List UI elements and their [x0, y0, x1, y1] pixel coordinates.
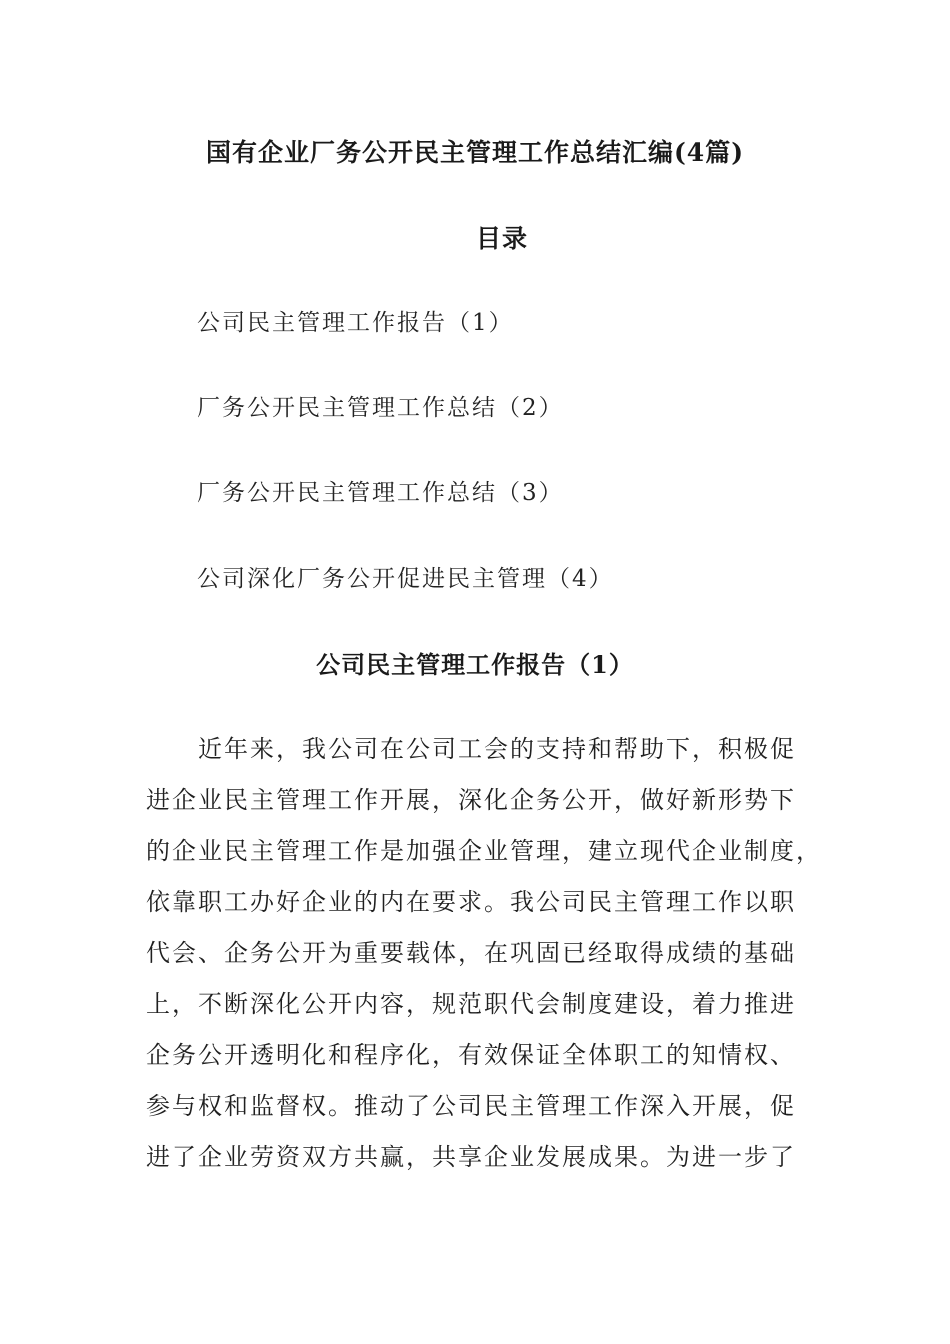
section-title: 公司民主管理工作报告（1） — [316, 650, 634, 679]
body-line: 代会、企务公开为重要载体，在巩固已经取得成绩的基础 — [146, 939, 796, 967]
toc-heading: 目录 — [475, 224, 528, 253]
body-line: 近年来，我公司在公司工会的支持和帮助下，积极促 — [146, 735, 796, 763]
toc-item: 厂务公开民主管理工作总结（2） — [197, 395, 564, 421]
body-line: 企务公开透明化和程序化，有效保证全体职工的知情权、 — [146, 1041, 796, 1069]
body-line: 进了企业劳资双方共赢，共享企业发展成果。为进一步了 — [146, 1143, 796, 1171]
body-line: 进企业民主管理工作开展，深化企务公开，做好新形势下 — [146, 786, 796, 814]
body-line: 依靠职工办好企业的内在要求。我公司民主管理工作以职 — [146, 888, 796, 916]
document-title: 国有企业厂务公开民主管理工作总结汇编(4篇) — [205, 138, 745, 167]
body-line: 的企业民主管理工作是加强企业管理，建立现代企业制度， — [146, 837, 822, 865]
body-line: 上，不断深化公开内容，规范职代会制度建设，着力推进 — [146, 990, 796, 1018]
toc-item: 公司深化厂务公开促进民主管理（4） — [197, 566, 614, 592]
body-line: 参与权和监督权。推动了公司民主管理工作深入开展，促 — [146, 1092, 796, 1120]
toc-item: 厂务公开民主管理工作总结（3） — [197, 480, 564, 506]
body-paragraph — [146, 724, 822, 1183]
toc-item: 公司民主管理工作报告（1） — [197, 310, 514, 336]
